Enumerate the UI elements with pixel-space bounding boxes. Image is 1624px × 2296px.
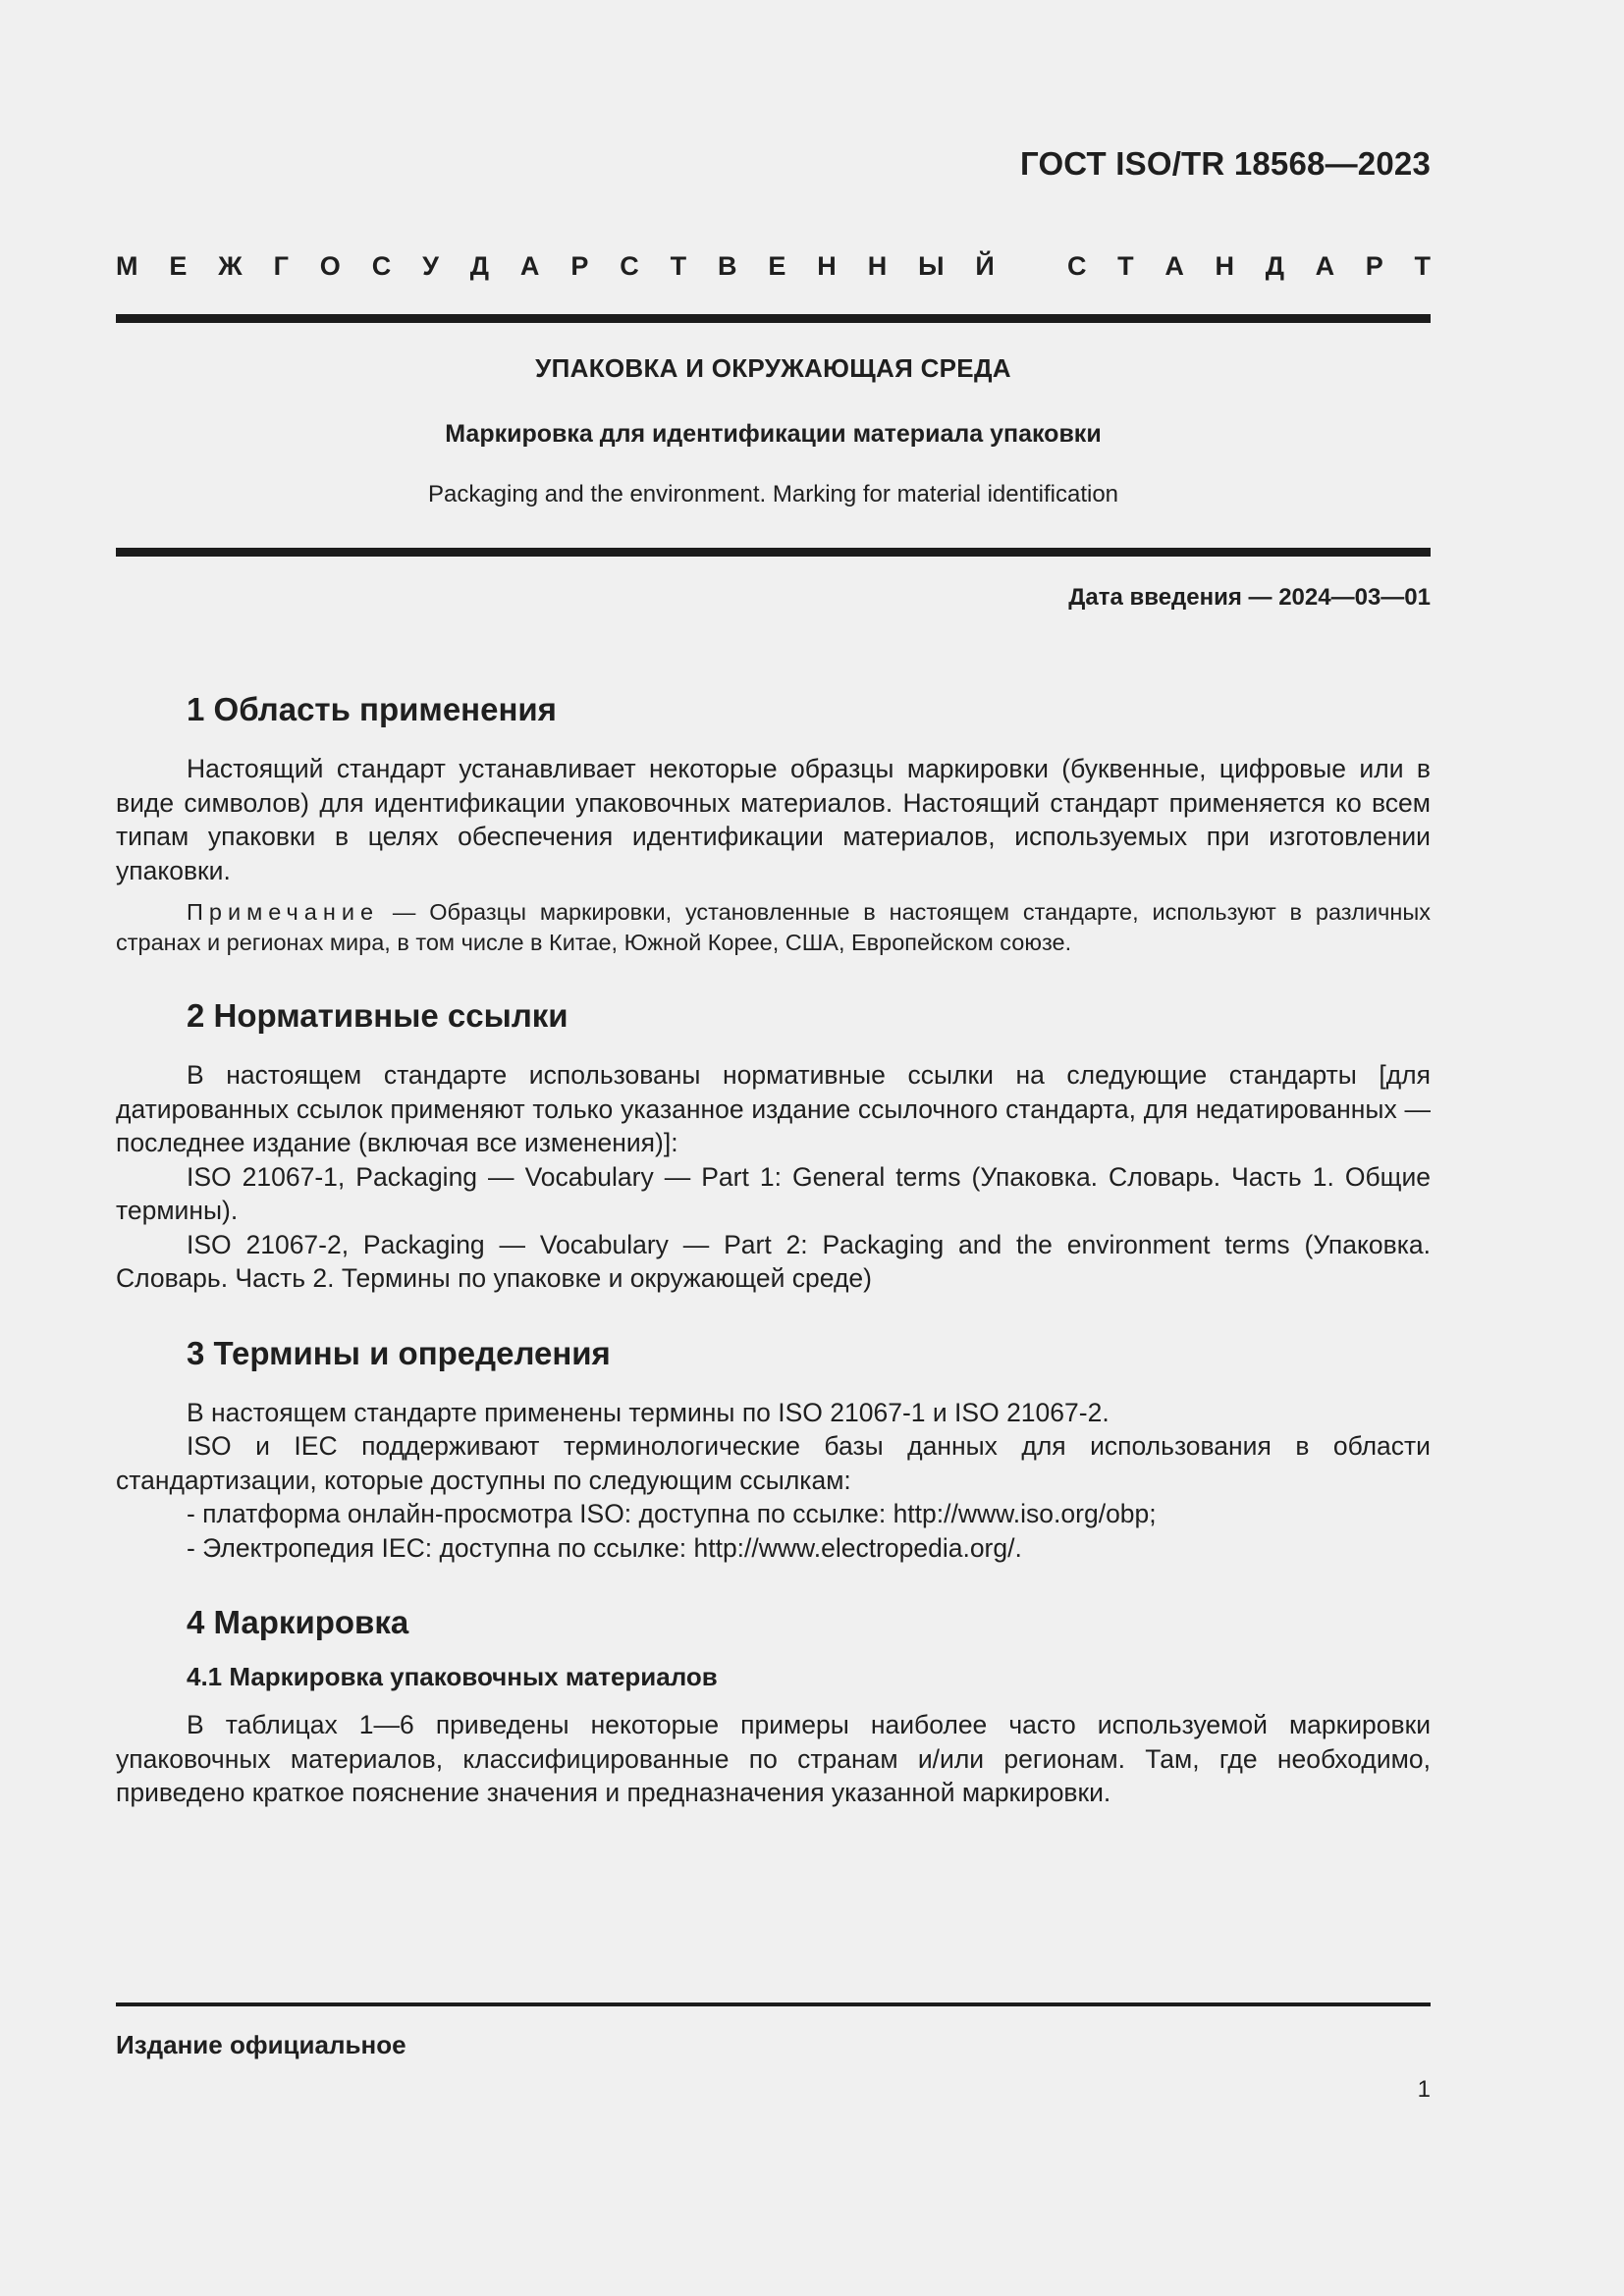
section-heading: 4 Маркировка — [187, 1604, 409, 1640]
reference-item: ISO 21067-1, Packaging — Vocabulary — Part 1: General terms (Упаковка. Словарь. Часть 1. Общие термины). — [116, 1161, 1431, 1225]
document-page — [116, 0, 1431, 2296]
section-heading: 3 Термины и определения — [187, 1334, 611, 1371]
footer-divider — [116, 2002, 1431, 2006]
paragraph: Настоящий стандарт устанавливает некоторые образцы маркировки (буквенные, цифровые или в виде символов) для идентификации упаковочных материалов. Настоящий стандарт применяется ко всем типам упаковки в целях обеспечения идентификации материалов, используемых при изготовлении упаковки. — [116, 754, 1431, 885]
page-number: 1 — [1417, 2076, 1431, 2103]
document-subtitle: Маркировка для идентификации материала упаковки — [445, 420, 1102, 448]
paragraph: В настоящем стандарте использованы нормативные ссылки на следующие стандарты [для датированных ссылок применяют только указанное издание ссылочного стандарта, для недатированных — последнее издание (включая все изменения)]: — [116, 1060, 1431, 1157]
section-scope — [116, 687, 1431, 958]
document-body — [116, 687, 1431, 1810]
section-heading: 1 Область применения — [187, 691, 557, 727]
note-text: — Образцы маркировки, установленные в настоящем стандарте, используют в различных странах и регионах мира, в том числе в Китае, Южной Корее, США, Европейском союзе. — [116, 899, 1431, 955]
interstate-word: М Е Ж Г О С У Д А Р С Т В Е Н Н Ы Й — [116, 251, 995, 281]
header-divider — [116, 314, 1431, 323]
section-terms — [116, 1331, 1431, 1566]
note-label: Примечание — [187, 899, 380, 925]
section-heading: 2 Нормативные ссылки — [187, 997, 568, 1034]
list-item: - платформа онлайн-просмотра ISO: доступна по ссылке: http://www.iso.org/obp; — [187, 1499, 1157, 1528]
standard-word: С Т А Н Д А Р Т — [1067, 251, 1431, 281]
standard-code: ГОСТ ISO/TR 18568—2023 — [1019, 145, 1431, 182]
document-title-english: Packaging and the environment. Marking for material identification — [427, 481, 1119, 507]
paragraph: В настоящем стандарте применены термины по ISO 21067-1 и ISO 21067-2. — [187, 1397, 1110, 1427]
section-marking — [116, 1600, 1431, 1810]
title-divider — [116, 548, 1431, 557]
note — [116, 897, 1431, 958]
introduction-date: Дата введения — 2024—03—01 — [1068, 584, 1431, 611]
list-item: - Электропедия IEC: доступна по ссылке: http://www.electropedia.org/. — [187, 1532, 1022, 1563]
section-normative-references — [116, 993, 1431, 1296]
official-edition-label: Издание официальное — [116, 2030, 406, 2059]
paragraph: В таблицах 1—6 приведены некоторые примеры наиболее часто используемой маркировки упаковочных материалов, классифицированные по странам и/или регионам. Там, где необходимо, приведено краткое пояснение значения и предназначения указанной маркировки. — [116, 1710, 1431, 1807]
subsection-heading: 4.1 Маркировка упаковочных материалов — [187, 1662, 718, 1691]
document-title: УПАКОВКА И ОКРУЖАЮЩАЯ СРЕДА — [535, 353, 1011, 383]
paragraph: ISO и IEC поддерживают терминологические базы данных для использования в области стандартизации, которые доступны по следующим ссылкам: — [116, 1431, 1431, 1495]
interstate-standard-heading — [116, 251, 1431, 282]
reference-item: ISO 21067-2, Packaging — Vocabulary — Part 2: Packaging and the environment terms (Упаковка. Словарь. Часть 2. Термины по упаковке и окружающей среде) — [116, 1229, 1431, 1293]
